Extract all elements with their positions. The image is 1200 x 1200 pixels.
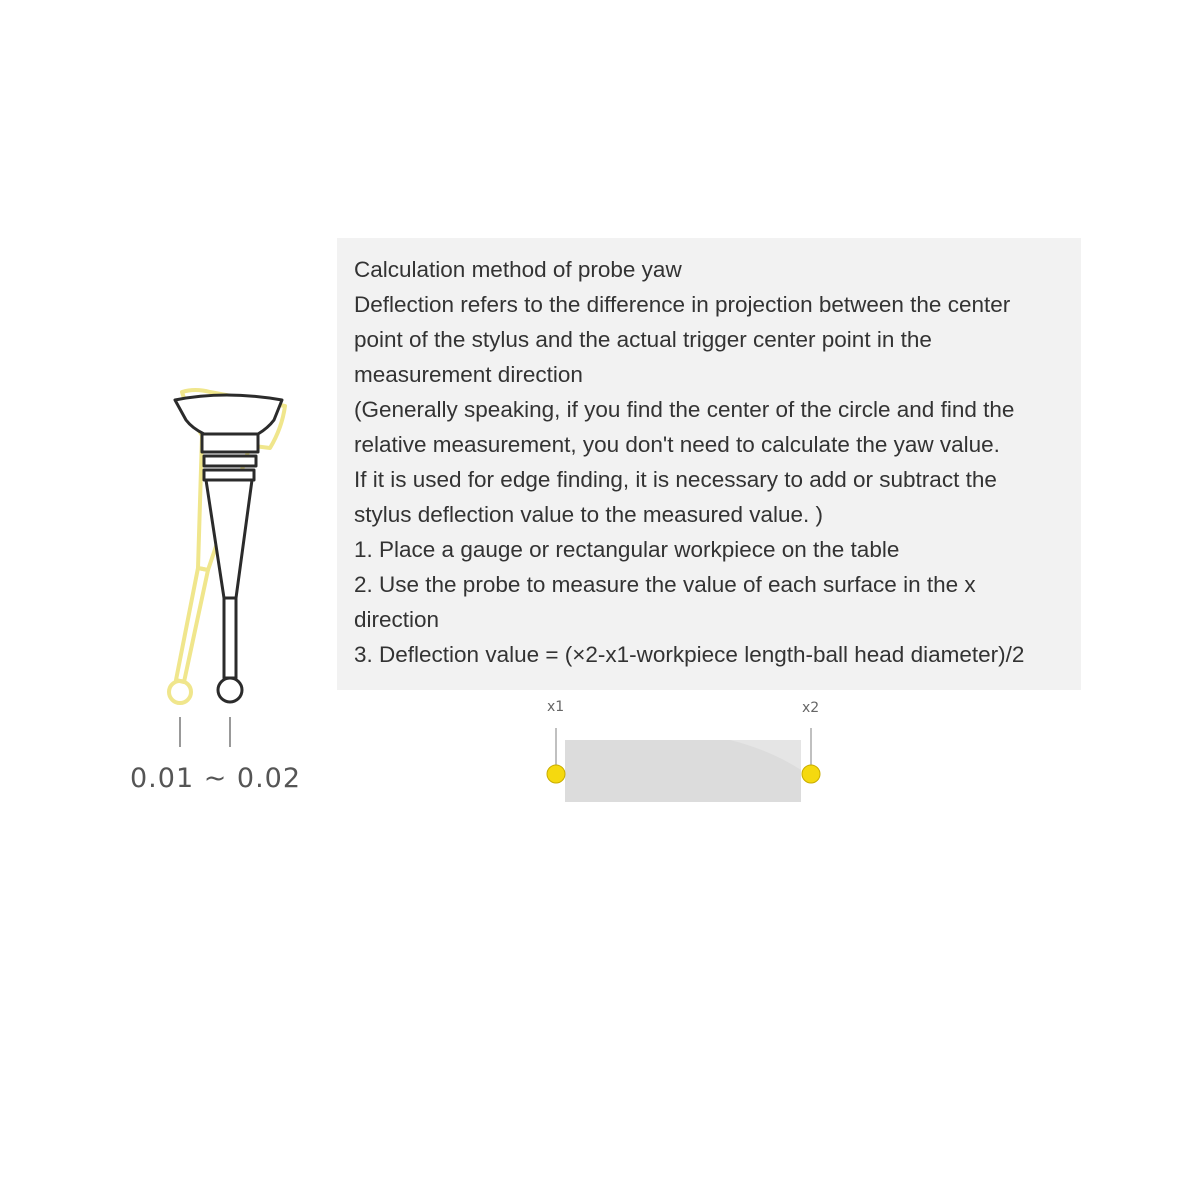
step-2: 2. Use the probe to measure the value of each surface in the x [354, 572, 976, 597]
step-3: 3. Deflection value = (×2-x1-workpiece length-ball head diameter)/2 [354, 642, 1025, 667]
description-title: Calculation method of probe yaw [354, 257, 682, 282]
description-panel [337, 238, 1081, 690]
description-line: Deflection refers to the difference in projection between the center [354, 292, 1011, 317]
gauge-figure [530, 690, 850, 820]
x2-contact-point [802, 765, 820, 783]
x1-contact-point [547, 765, 565, 783]
probe-figure [120, 370, 320, 820]
description-line: measurement direction [354, 362, 583, 387]
description-line: stylus deflection value to the measured value. ) [354, 502, 824, 527]
step-2-continued: direction [354, 607, 440, 632]
deflection-range-label: 0.01 ~ 0.02 [130, 763, 302, 794]
description-line: relative measurement, you don't need to calculate the yaw value. [354, 432, 1000, 457]
step-1: 1. Place a gauge or rectangular workpiece on the table [354, 537, 900, 562]
description-line: (Generally speaking, if you find the center of the circle and find the [354, 397, 1015, 422]
description-line: If it is used for edge finding, it is necessary to add or subtract the [354, 467, 997, 492]
description-line: point of the stylus and the actual trigger center point in the [354, 327, 932, 352]
probe-stylus-illustration [120, 370, 320, 750]
x1-label: x1 [547, 699, 565, 715]
x2-label: x2 [802, 700, 820, 716]
